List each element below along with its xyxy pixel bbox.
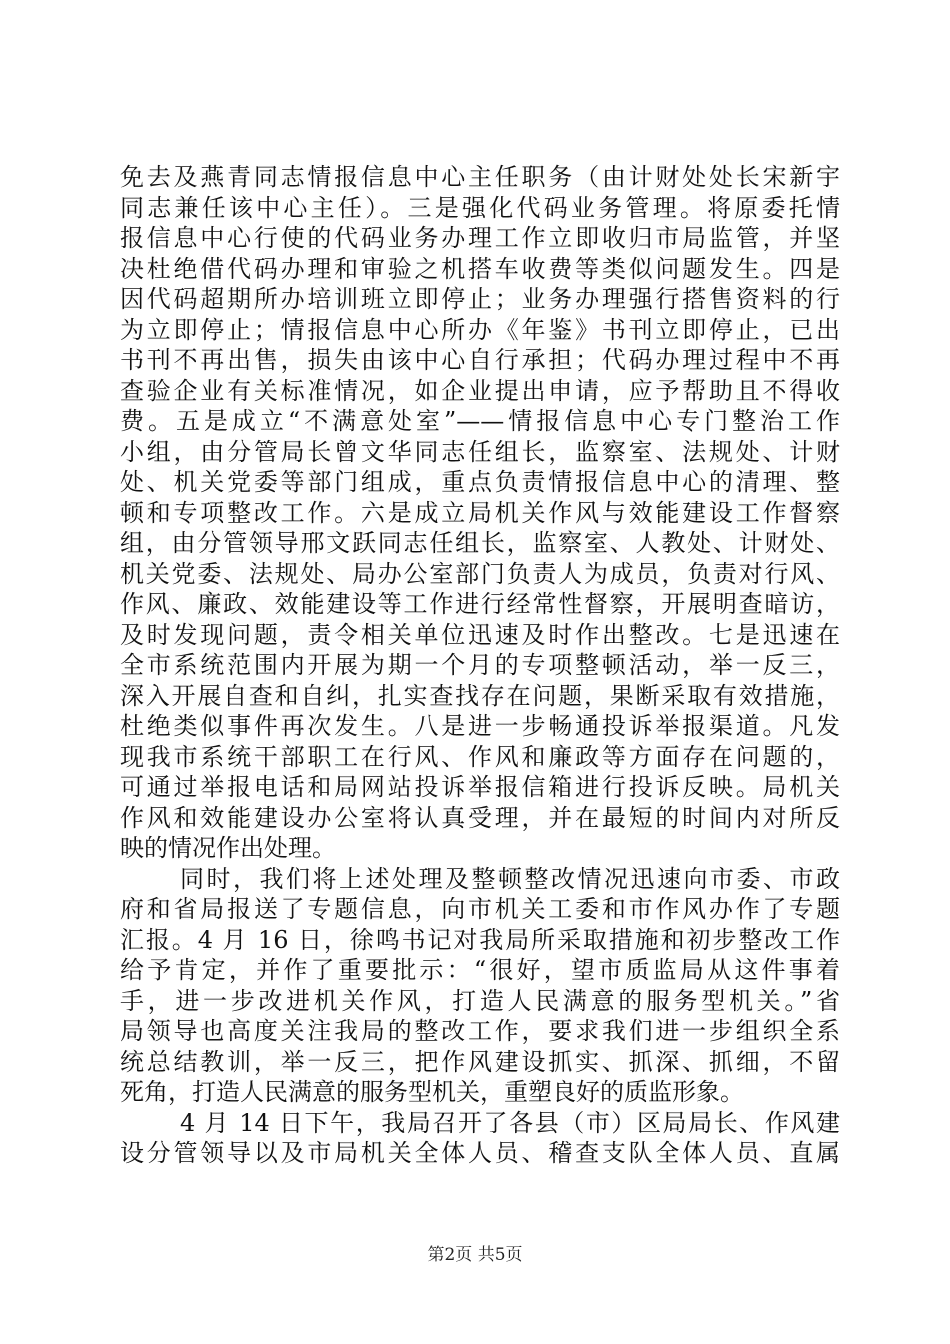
text-line: 小组，由分管局长曾文华同志任组长，监察室、法规处、计财 <box>120 437 840 466</box>
text-line: 统总结教训，举一反三，把作风建设抓实、抓深、抓细，不留 <box>120 1047 840 1076</box>
text-line: 决杜绝借代码办理和审验之机搭车收费等类似问题发生。四是 <box>120 254 840 283</box>
paragraph <box>120 162 840 864</box>
text-line: 同时，我们将上述处理及整顿整改情况迅速向市委、市政 <box>180 864 840 893</box>
text-line: 府和省局报送了专题信息，向市机关工委和市作风办作了专题 <box>120 895 840 923</box>
text-line: 深入开展自查和自纠，扎实查找存在问题，果断采取有效措施， <box>120 681 840 710</box>
text-line: 作风和效能建设办公室将认真受理，并在最短的时间内对所反 <box>120 803 840 832</box>
page-number-footer: 第2页 共5页 <box>427 1245 523 1265</box>
text-line: 为立即停止；情报信息中心所办《年鉴》书刊立即停止，已出 <box>120 315 840 344</box>
text-line: 机关党委、法规处、局办公室部门负责人为成员，负责对行风、 <box>120 559 840 588</box>
document-body <box>120 162 840 1169</box>
text-line: 同志兼任该中心主任）。三是强化代码业务管理。将原委托情 <box>120 193 840 222</box>
paragraph <box>120 1108 840 1169</box>
text-line: 设分管领导以及市局机关全体人员、稽查支队全体人员、直属 <box>120 1139 840 1167</box>
paragraph <box>120 864 840 1108</box>
text-line: 映的情况作出处理。 <box>120 834 336 862</box>
text-line: 处、机关党委等部门组成，重点负责情报信息中心的清理、整 <box>120 468 840 496</box>
text-line: 全市系统范围内开展为期一个月的专项整顿活动，举一反三， <box>120 651 840 679</box>
text-line: 手，进一步改进机关作风，打造人民满意的服务型机关。”省 <box>120 986 840 1015</box>
text-line: 报信息中心行使的代码业务办理工作立即收归市局监管，并坚 <box>120 224 840 252</box>
text-line: 费。五是成立“不满意处室”——情报信息中心专门整治工作 <box>120 407 840 435</box>
text-line: 给予肯定，并作了重要批示：“很好，望市质监局从这件事着 <box>120 956 840 984</box>
text-line: 免去及燕青同志情报信息中心主任职务（由计财处处长宋新宇 <box>120 163 840 191</box>
text-line: 现我市系统干部职工在行风、作风和廉政等方面存在问题的， <box>120 742 840 771</box>
text-line: 汇报。4 月 16 日，徐鸣书记对我局所采取措施和初步整改工作 <box>120 925 840 954</box>
text-line: 顿和专项整改工作。六是成立局机关作风与效能建设工作督察 <box>120 498 840 527</box>
text-line: 及时发现问题，责令相关单位迅速及时作出整改。七是迅速在 <box>120 620 840 649</box>
text-line: 杜绝类似事件再次发生。八是进一步畅通投诉举报渠道。凡发 <box>120 712 840 740</box>
text-line: 作风、廉政、效能建设等工作进行经常性督察，开展明查暗访， <box>120 590 840 618</box>
text-line: 因代码超期所办培训班立即停止；业务办理强行搭售资料的行 <box>120 285 840 313</box>
text-line: 组，由分管领导邢文跃同志任组长，监察室、人教处、计财处、 <box>120 529 840 557</box>
text-line: 4 月 14 日下午，我局召开了各县（市）区局局长、作风建 <box>180 1108 840 1137</box>
text-line: 可通过举报电话和局网站投诉举报信箱进行投诉反映。局机关 <box>120 773 840 801</box>
text-line: 局领导也高度关注我局的整改工作，要求我们进一步组织全系 <box>120 1017 840 1045</box>
text-line: 死角，打造人民满意的服务型机关，重塑良好的质监形象。 <box>120 1078 744 1106</box>
text-line: 查验企业有关标准情况，如企业提出申请，应予帮助且不得收 <box>120 376 840 405</box>
text-line: 书刊不再出售，损失由该中心自行承担；代码办理过程中不再 <box>120 346 840 374</box>
